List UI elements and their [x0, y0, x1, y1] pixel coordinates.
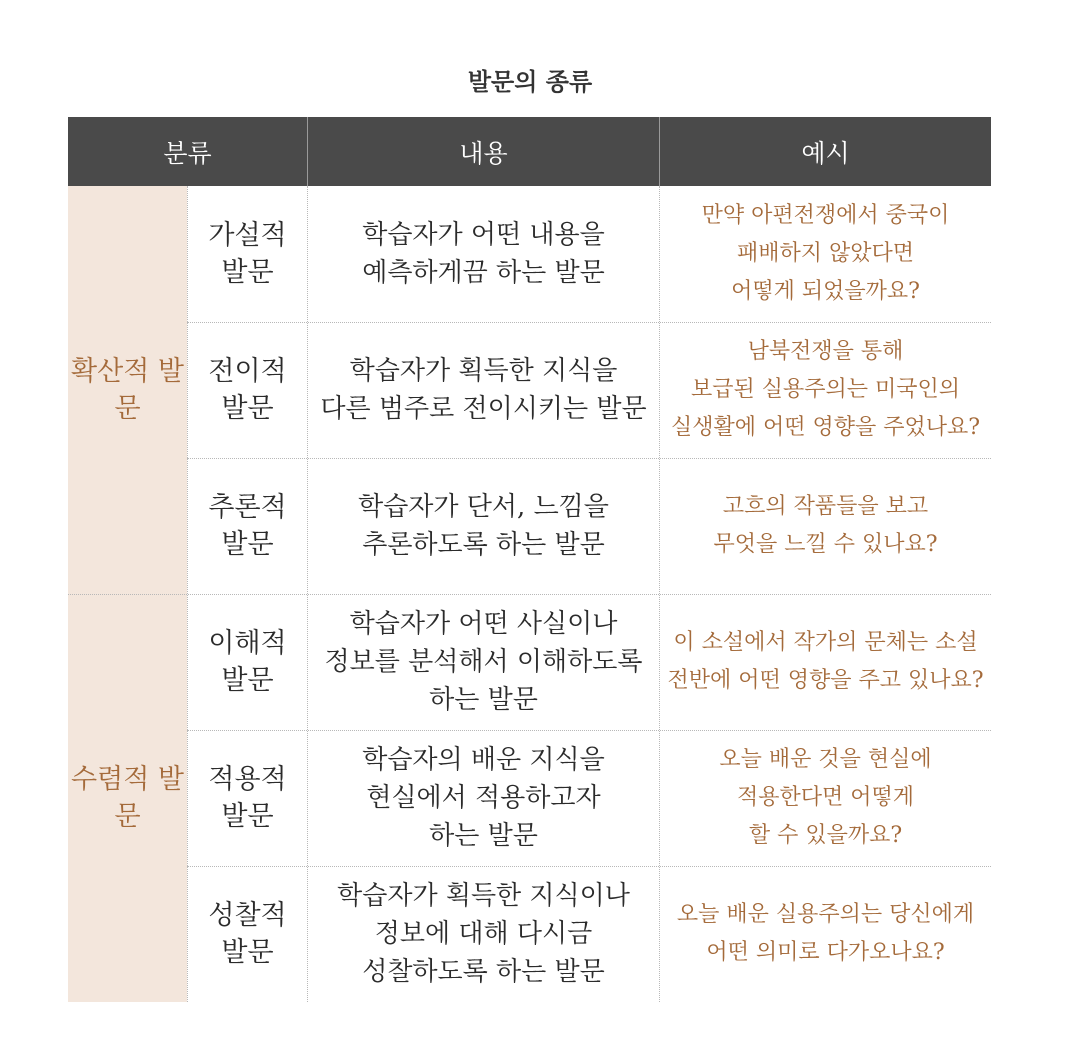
row-divider — [187, 458, 991, 459]
row-content: 학습자가 획득한 지식이나 정보에 대해 다시금 성찰하도록 하는 발문 — [337, 881, 630, 987]
row-example: 이 소설에서 작가의 문체는 소설 전반에 어떤 영향을 주고 있나요? — [667, 630, 984, 693]
row-example: 고흐의 작품들을 보고 무엇을 느낄 수 있나요? — [713, 494, 938, 557]
row-example: 오늘 배운 것을 현실에 적용한다면 어떻게 할 수 있을까요? — [719, 747, 932, 848]
row-content: 학습자의 배운 지식을 현실에서 적용하고자 하는 발문 — [362, 745, 605, 851]
row-content: 학습자가 어떤 사실이나 정보를 분석해서 이해하도록 하는 발문 — [324, 609, 643, 715]
row-divider — [187, 730, 991, 731]
header-content: 내용 — [459, 138, 508, 168]
row-content: 학습자가 단서, 느낌을 추론하도록 하는 발문 — [358, 492, 609, 560]
header-example: 예시 — [801, 138, 850, 168]
table-title: 발문의 종류 — [467, 68, 593, 96]
header-category: 분류 — [163, 138, 212, 168]
row-content: 학습자가 어떤 내용을 예측하게끔 하는 발문 — [362, 220, 605, 288]
category-divider — [68, 594, 991, 595]
row-divider — [187, 322, 991, 323]
question-types-table — [68, 117, 991, 1002]
table-header — [68, 117, 991, 186]
row-type: 적용적 발문 — [208, 764, 287, 832]
row-example: 만약 아편전쟁에서 중국이 패배하지 않았다면 어떻게 되었을까요? — [701, 203, 950, 304]
row-content: 학습자가 획득한 지식을 다른 범주로 전이시키는 발문 — [320, 356, 647, 424]
category-divergent: 확산적 발문 — [71, 356, 184, 424]
row-type: 성찰적 발문 — [208, 900, 287, 968]
row-type: 전이적 발문 — [208, 356, 287, 424]
row-type: 가설적 발문 — [208, 220, 287, 288]
row-type: 이해적 발문 — [208, 628, 287, 696]
category-convergent: 수렴적 발문 — [71, 764, 184, 832]
row-example: 오늘 배운 실용주의는 당신에게 어떤 의미로 다가오나요? — [676, 902, 975, 965]
row-type: 추론적 발문 — [208, 492, 287, 560]
row-divider — [187, 866, 991, 867]
row-example: 남북전쟁을 통해 보급된 실용주의는 미국인의 실생활에 어떤 영향을 주었나요? — [670, 339, 981, 440]
